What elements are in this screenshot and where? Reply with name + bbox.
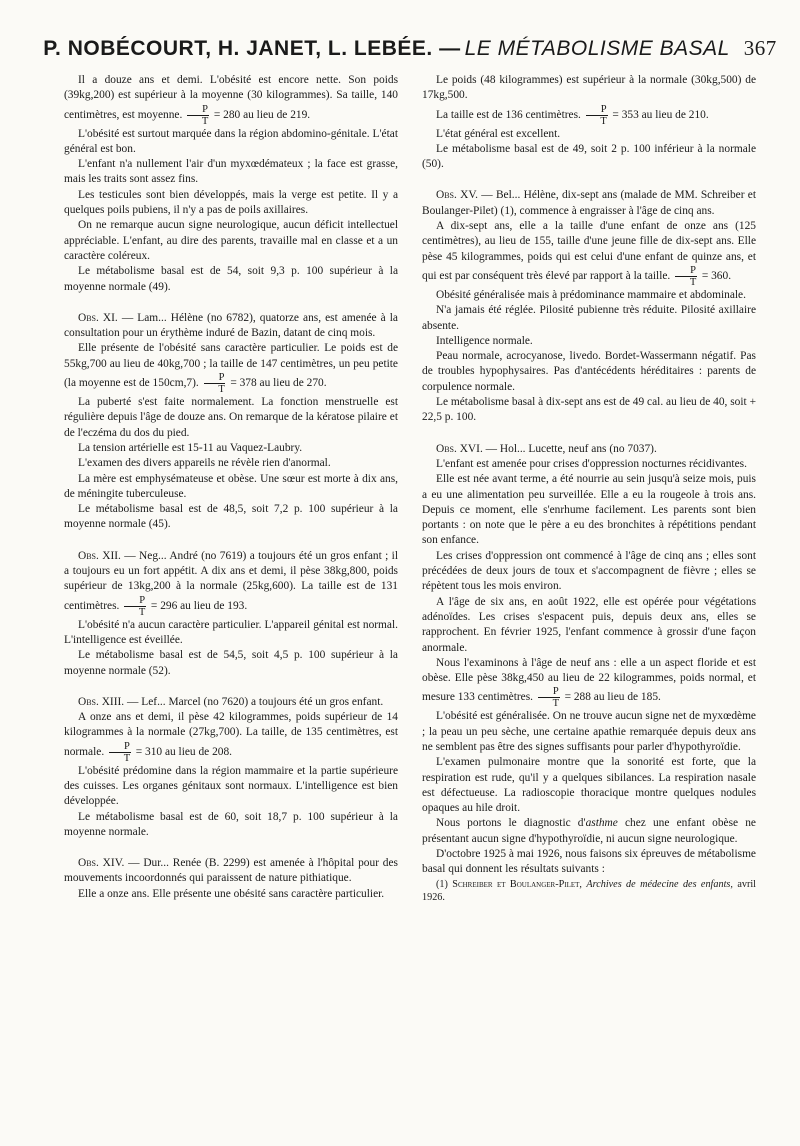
header-authors: P. NOBÉCOURT, H. JANET, L. LEBÉE. — — [43, 37, 461, 60]
paragraph: L'enfant n'a nullement l'air d'un myxœdémateux ; la face est grasse, mais les traits sont assez fins. — [64, 158, 398, 186]
header-title: LE MÉTABOLISME BASAL — [464, 37, 730, 60]
left-column — [64, 73, 398, 904]
running-head — [43, 36, 777, 61]
paragraph: L'examen pulmonaire montre que la sonorité est forte, que la respiration est rude, qu'il y a quelques sibilances. La respiration nasale est défectueuse. La radioscopie thoracique montre quelques nodules opaques au hile droit. — [422, 756, 756, 815]
observation-heading: Obs. XII. — Neg... André (no 7619) a toujours été un gros enfant ; il a toujours eu un fort appétit. A dix ans et demi, il pèse 38kg,800, poids supérieur de 13kg,200 à la normale (25kg,600). La taille est de 131 centimètres. $\frac{P}{T}$ = 296 au lieu de 193. — [64, 549, 398, 618]
paragraph: Les testicules sont bien développés, mais la verge est petite. Il y a quelques poils pubiens, il n'y a pas de poils axillaires. — [64, 188, 398, 217]
paragraph: Le métabolisme basal est de 60, soit 18,7 p. 100 supérieur à la moyenne normale. — [64, 810, 398, 838]
p-over-t-fraction: $\frac{P}{T}$ — [675, 265, 697, 288]
paragraph: La puberté s'est faite normalement. La fonction menstruelle est régulière depuis l'âge de douze ans. On remarque de la kératose pilaire et de l'eczéma du dos du pied. — [64, 396, 398, 439]
paragraph: L'obésité est généralisée. On ne trouve aucun signe net de myxœdème ; la peau un peu sèche, une certaine apathie remarquée depuis deux ans ne semblent pas être des signes suffisants pour parler d'hypothyroïdie. — [422, 710, 756, 753]
footnote: (1) Schreiber et Boulanger-Pilet, Archives de médecine des enfants, avril 1926. — [422, 878, 756, 903]
paragraph: L'état général est excellent. — [436, 127, 561, 140]
observation-heading: Obs. XIII. — Lef... Marcel (no 7620) a toujours été un gros enfant. — [78, 695, 384, 708]
paragraph: Peau normale, acrocyanose, livedo. Bordet-Wassermann négatif. Pas de troubles hypophysaires. Pas d'antécédents héréditaires : parents de corpulence normale. — [422, 350, 756, 393]
paragraph: Le métabolisme basal est de 48,5, soit 7,2 p. 100 supérieur à la moyenne normale (45). — [64, 503, 398, 531]
paragraph: Intelligence normale. — [436, 334, 533, 347]
paragraph: N'a jamais été réglée. Pilosité pubienne très réduite. Pilosité axillaire absente. — [422, 304, 756, 332]
paragraph: Le poids (48 kilogrammes) est supérieur à la normale (30kg,500) de 17kg,500. — [422, 74, 756, 102]
paragraph: A dix-sept ans, elle a la taille d'une enfant de onze ans (125 centimètres), au lieu de 155, taille d'une jeune fille de dix-sept ans. Elle pèse 45 kilogrammes, poids qui est celui d'une enfant de quinze ans, et qui est par conséquent très élevé par rapport à la taille. $\frac{P}{T}$ = 360. — [422, 220, 756, 288]
paragraph: La taille est de 136 centimètres. $\frac{P}{T}$ = 353 au lieu de 210. — [436, 103, 709, 127]
paragraph: L'obésité n'a aucun caractère particulier. L'appareil génital est normal. L'intelligence est éveillée. — [64, 618, 398, 646]
paragraph: Les crises d'oppression ont commencé à l'âge de cinq ans ; elles sont précédées de deux jours de toux et s'accompagnent de fièvre ; elles se répètent tous les mois environ. — [422, 549, 756, 593]
text-columns — [64, 73, 756, 904]
paragraph: Obésité généralisée mais à prédominance mammaire et abdominale. — [436, 288, 746, 301]
paragraph: Nous l'examinons à l'âge de neuf ans : elle a un aspect floride et est obèse. Elle pèse 38kg,450 au lieu de 22 kilogrammes, poids normal, et mesure 133 centimètres. $\frac{P}{T}$ = 288 au lieu de 185. — [422, 656, 756, 710]
paragraph: A l'âge de six ans, en août 1922, elle est opérée pour végétations adénoïdes. Les crises s'espacent puis, depuis deux ans, elles se rapprochent. En février 1925, l'enfant commence à grossir d'une façon anormale. — [422, 595, 756, 654]
paragraph: Le métabolisme basal est de 54, soit 9,3 p. 100 supérieur à la moyenne normale (49). — [64, 265, 398, 293]
paragraph: Le métabolisme basal est de 49, soit 2 p. 100 inférieur à la normale (50). — [422, 142, 756, 171]
paragraph: L'enfant est amenée pour crises d'oppression nocturnes récidivantes. — [436, 457, 747, 470]
p-over-t-fraction: $\frac{P}{T}$ — [586, 104, 608, 127]
page-number: 367 — [743, 36, 777, 60]
p-over-t-fraction: $\frac{P}{T}$ — [124, 595, 146, 618]
paragraph: Le métabolisme basal à dix-sept ans est de 49 cal. au lieu de 40, soit + 22,5 p. 100. — [422, 396, 756, 424]
paragraph: On ne remarque aucun signe neurologique, aucun déficit intellectuel appréciable. L'enfant, au dire des parents, travaille mal en classe et a un caractère coléreux. — [64, 219, 398, 262]
right-column — [422, 73, 756, 904]
observation-heading: Obs. XVI. — Hol... Lucette, neuf ans (no 7037). — [436, 442, 657, 455]
paragraph: Elle présente de l'obésité sans caractère particulier. Le poids est de 55kg,700 au lieu de 40kg,700 ; la taille de 147 centimètres, un peu petite (la moyenne est de 150cm,7). $\frac{P}{T}$ = 378 au lieu de 270. — [64, 342, 398, 396]
paragraph: Elle a onze ans. Elle présente une obésité sans caractère particulier. — [78, 887, 385, 900]
paragraph: La tension artérielle est 15-11 au Vaquez-Laubry. — [78, 441, 303, 454]
paragraph: La mère est emphysémateuse et obèse. Une sœur est morte à dix ans, de méningite tuberculeuse. — [64, 472, 398, 500]
observation-heading: Obs. XI. — Lam... Hélène (no 6782), quatorze ans, est amenée à la consultation pour un érythème induré de Bazin, datant de cinq mois. — [64, 311, 398, 340]
paragraph: D'octobre 1925 à mai 1926, nous faisons six épreuves de métabolisme basal qui donnent les résultats suivants : — [422, 848, 756, 876]
p-over-t-fraction: $\frac{P}{T}$ — [538, 686, 560, 709]
paragraph: Nous portons le diagnostic d'asthme chez une enfant obèse ne présentant aucun signe d'hypothyroïdie, ni aucun signe neurologique. — [422, 817, 756, 845]
paragraph: Il a douze ans et demi. L'obésité est encore nette. Son poids (39kg,200) est supérieur à la moyenne (30 kilogrammes). Sa taille, 140 centimètres, est moyenne. $\frac{P}{T}$ = 280 au lieu de 219. — [64, 74, 398, 127]
paragraph: A onze ans et demi, il pèse 42 kilogrammes, poids supérieur de 14 kilogrammes à la normale (27kg,700). La taille, de 135 centimètres, est normale. $\frac{P}{T}$ = 310 au lieu de 208. — [64, 711, 398, 764]
p-over-t-fraction: $\frac{P}{T}$ — [109, 741, 131, 764]
paragraph: Le métabolisme basal est de 54,5, soit 4,5 p. 100 supérieur à la moyenne normale (52). — [64, 649, 398, 677]
observation-heading: Obs. XV. — Bel... Hélène, dix-sept ans (malade de MM. Schreiber et Boulanger-Pilet) (1), commence à engraisser à l'âge de cinq ans. — [422, 189, 756, 217]
paragraph: Elle est née avant terme, a été nourrie au sein jusqu'à seize mois, puis a eu une alimentation peu surveillée. Elle a eu la rougeole à trois ans. Depuis ce moment, elle s'enrhume facilement. Les parents sont bien portants : on note que le père a eu des bronchites à répétitions pendant son enfance. — [422, 473, 756, 547]
paragraph: L'obésité prédomine dans la région mammaire et la partie supérieure des cuisses. Les organes génitaux sont normaux. L'intelligence est bien développée. — [64, 764, 398, 808]
paragraph: L'obésité est surtout marquée dans la région abdomino-génitale. L'état général est bon. — [64, 127, 398, 155]
observation-heading: Obs. XIV. — Dur... Renée (B. 2299) est amenée à l'hôpital pour des mouvements incoordonnés qui paraissent de nature pithiatique. — [64, 857, 398, 885]
p-over-t-fraction: $\frac{P}{T}$ — [187, 104, 209, 127]
p-over-t-fraction: $\frac{P}{T}$ — [204, 372, 226, 395]
paragraph: L'examen des divers appareils ne révèle rien d'anormal. — [78, 457, 331, 470]
